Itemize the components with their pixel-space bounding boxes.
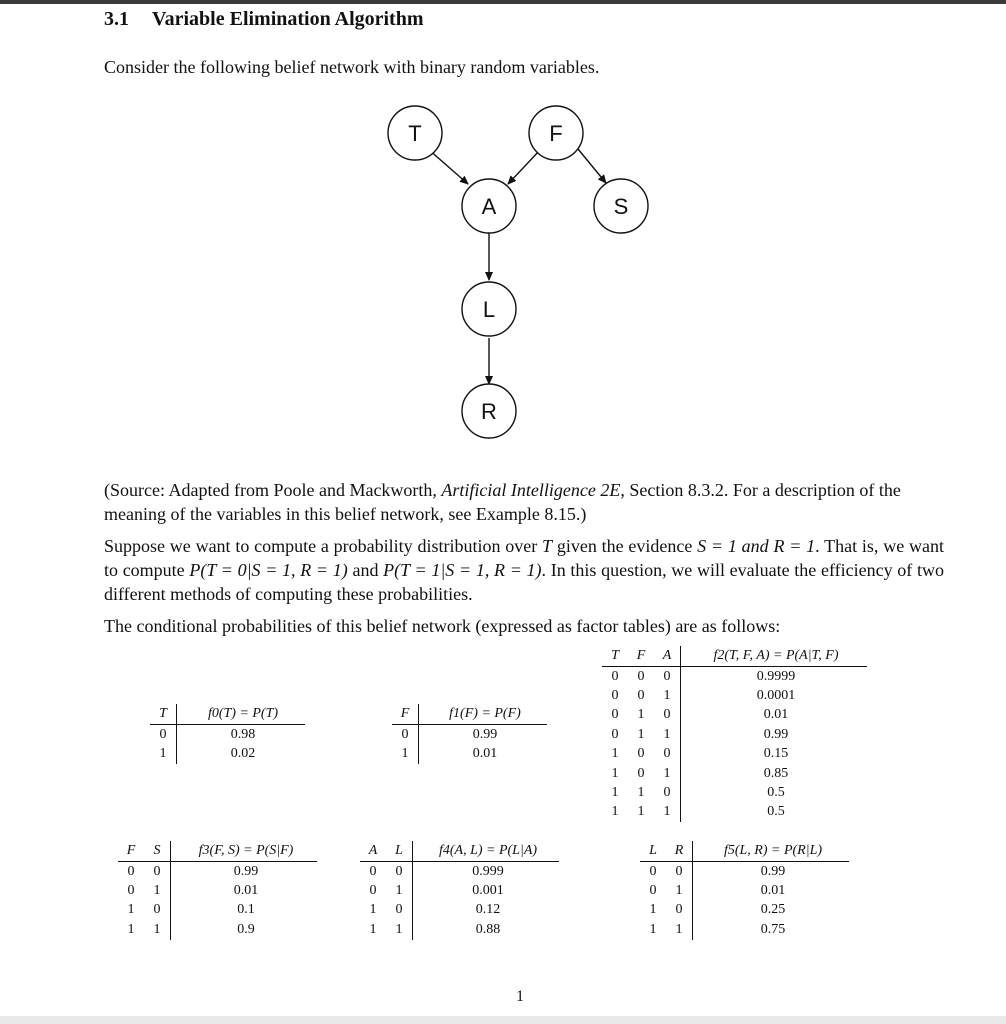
table-row: 0 0 0.999 xyxy=(360,862,559,882)
table-row: 0 0 0.99 xyxy=(640,862,849,882)
suppose-text-2: given the evidence xyxy=(552,536,698,556)
factor-table-f4 xyxy=(360,841,559,940)
suppose-text-1: Suppose we want to compute a probability distribution over xyxy=(104,536,543,556)
table-row: 0 0 0.99 xyxy=(118,862,317,882)
table-row: 0 0 1 0.0001 xyxy=(602,686,867,705)
table-row: 1 0 0.1 xyxy=(118,901,317,920)
factor-table-f5 xyxy=(640,841,849,940)
node-s-label: S xyxy=(613,194,629,219)
node-t-label: T xyxy=(408,121,422,146)
suppose-text-3: . That is, we want to compute xyxy=(104,536,944,580)
section-heading xyxy=(104,8,424,31)
table-header-factor: f4(A, L) = P(L|A) xyxy=(413,841,560,862)
node-l-label: L xyxy=(482,297,496,322)
table-row: 1 1 1 0.5 xyxy=(602,803,867,822)
table-row: 0 1 0.01 xyxy=(640,881,849,900)
table-row: 1 1 0.75 xyxy=(640,920,849,939)
section-title: Variable Elimination Algorithm xyxy=(152,8,424,30)
table-header-var: F xyxy=(118,841,144,862)
suppose-text-4: . In this question, we will evaluate the efficiency of two different methods of computing these probabilities. xyxy=(104,560,944,604)
table-row: 1 1 0.9 xyxy=(118,920,317,939)
table-row: 0 1 0.01 xyxy=(118,881,317,900)
table-header-var: R xyxy=(666,841,693,862)
table-header-var: F xyxy=(628,646,654,667)
table-row: 1 0 1 0.85 xyxy=(602,764,867,783)
factor-table-f2 xyxy=(602,646,867,822)
table-header-factor: f2(T, F, A) = P(A|T, F) xyxy=(681,646,868,667)
suppose-query-2: P(T = 1|S = 1, R = 1) xyxy=(383,560,542,580)
table-header-factor: f1(F) = P(F) xyxy=(419,704,548,725)
table-header-var: T xyxy=(150,704,177,725)
source-paragraph xyxy=(104,478,944,526)
edge-f-a xyxy=(508,150,540,184)
table-row: 0 1 1 0.99 xyxy=(602,725,867,744)
table-row: 0 0.99 xyxy=(392,725,547,745)
table-row: 1 0 0.12 xyxy=(360,901,559,920)
table-header-var: F xyxy=(392,704,419,725)
node-a-label: A xyxy=(481,194,497,219)
bottom-border xyxy=(0,1016,1006,1024)
conditional-intro: The conditional probabilities of this belief network (expressed as factor tables) are as follows: xyxy=(104,616,781,636)
table-row: 1 0 0 0.15 xyxy=(602,745,867,764)
section-number: 3.1 xyxy=(104,8,129,30)
table-header-factor: f3(F, S) = P(S|F) xyxy=(171,841,318,862)
suppose-var-t: T xyxy=(542,536,553,556)
table-row: 1 0.01 xyxy=(392,744,547,763)
table-row: 1 1 0.88 xyxy=(360,920,559,939)
source-suffix: , Section 8.3.2. For a description of the meaning of the variables in this belief network, see Example 8.15.) xyxy=(104,480,901,524)
node-f-label: F xyxy=(549,121,563,146)
table-header-var: L xyxy=(386,841,413,862)
table-header-var: T xyxy=(602,646,628,667)
belief-network-diagram xyxy=(380,105,660,450)
source-prefix: (Source: Adapted from Poole and Mackworth, xyxy=(104,480,442,500)
node-r-label: R xyxy=(481,399,497,424)
source-book-title: Artificial Intelligence 2E xyxy=(441,480,621,500)
table-header-factor: f0(T) = P(T) xyxy=(177,704,306,725)
table-row: 0 1 0 0.01 xyxy=(602,706,867,725)
suppose-paragraph xyxy=(104,534,944,606)
factor-table-f3 xyxy=(118,841,317,940)
intro-text: Consider the following belief network with binary random variables. xyxy=(104,57,600,77)
suppose-evidence: S = 1 and R = 1 xyxy=(697,536,816,556)
table-header-var: L xyxy=(640,841,666,862)
table-header-var: S xyxy=(144,841,171,862)
table-row: 0 0 0 0.9999 xyxy=(602,667,867,687)
edge-t-a xyxy=(428,149,468,184)
table-row: 1 1 0 0.5 xyxy=(602,783,867,802)
page-number: 1 xyxy=(516,988,524,1005)
table-row: 0 0.98 xyxy=(150,725,305,745)
table-row: 0 1 0.001 xyxy=(360,881,559,900)
suppose-query-1: P(T = 0|S = 1, R = 1) xyxy=(189,560,348,580)
factor-table-f0 xyxy=(150,704,305,764)
table-row: 1 0 0.25 xyxy=(640,901,849,920)
suppose-and: and xyxy=(347,560,384,580)
table-header-factor: f5(L, R) = P(R|L) xyxy=(693,841,850,862)
factor-table-f1 xyxy=(392,704,547,764)
table-header-var: A xyxy=(360,841,386,862)
table-row: 1 0.02 xyxy=(150,744,305,763)
table-header-var: A xyxy=(654,646,681,667)
top-border xyxy=(0,0,1006,4)
edge-f-s xyxy=(578,149,606,183)
